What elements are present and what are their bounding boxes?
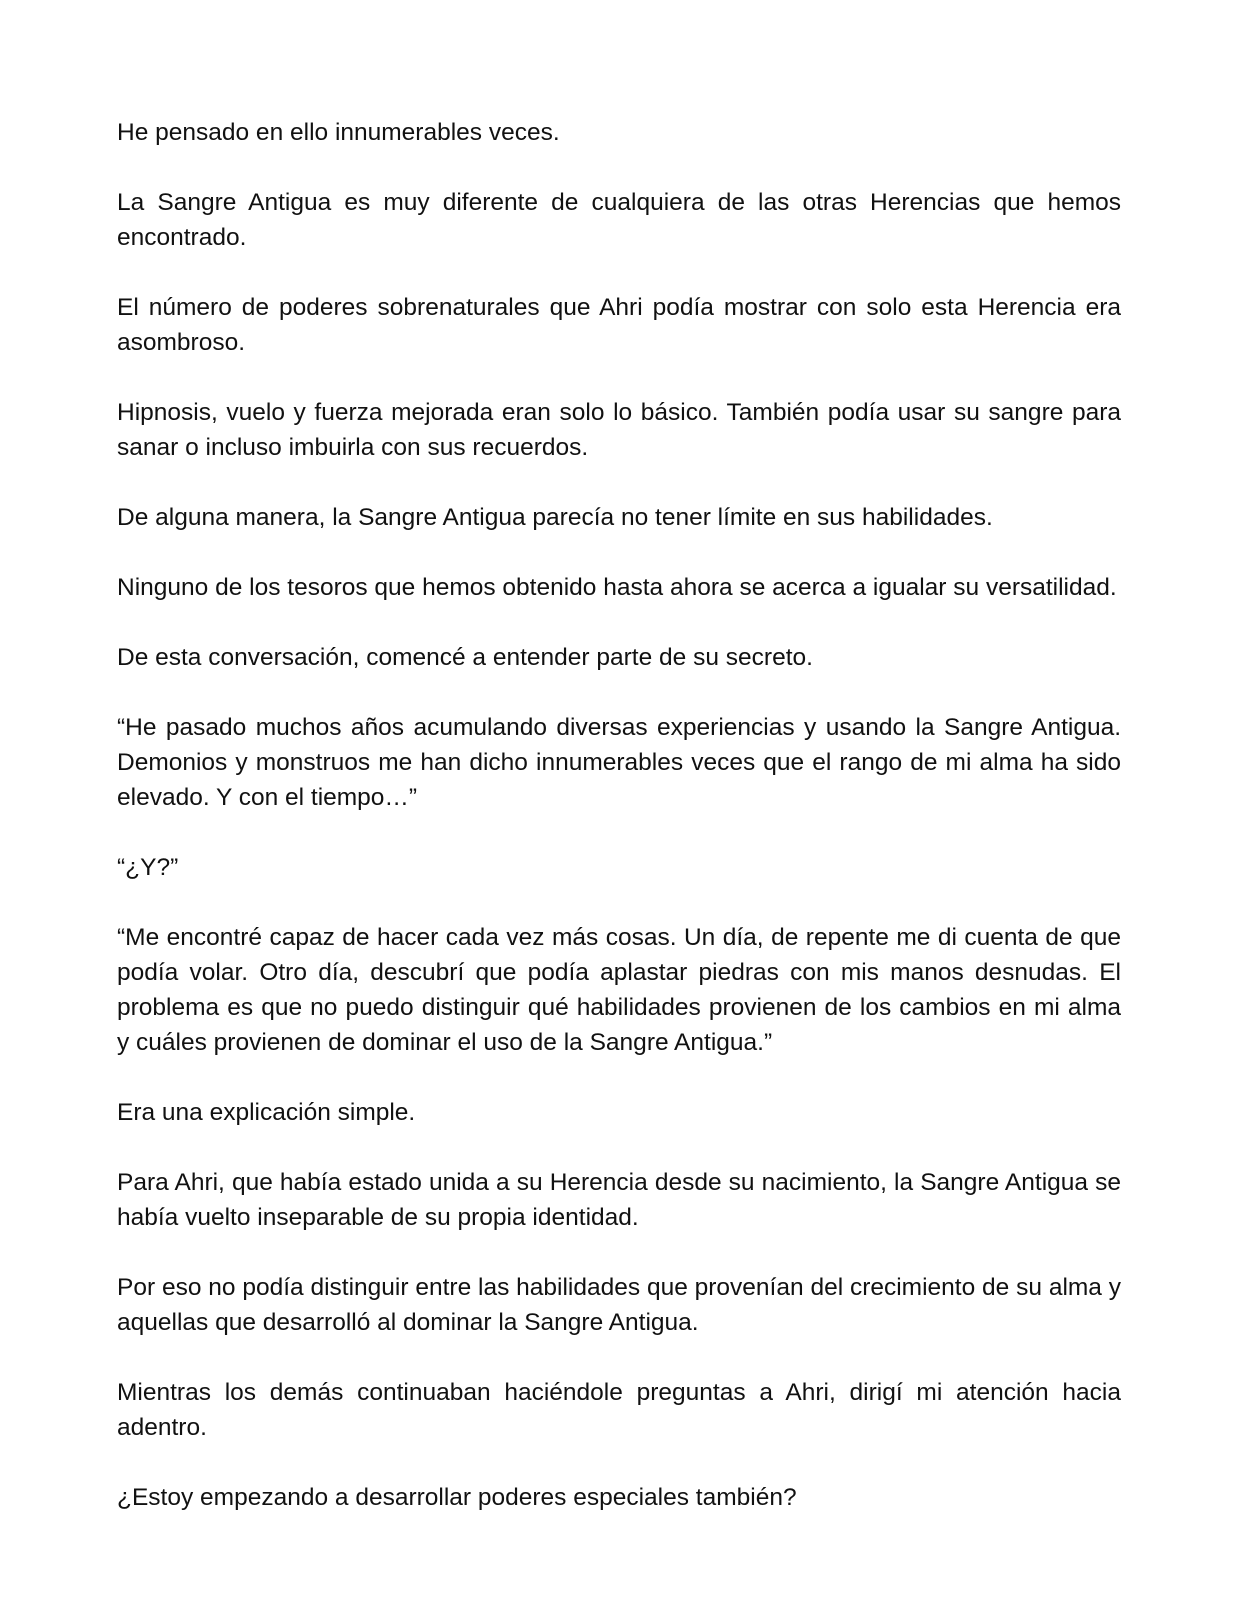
paragraph: ¿Estoy empezando a desarrollar poderes especiales también?	[117, 1484, 797, 1511]
paragraph: “Me encontré capaz de hacer cada vez más cosas. Un día, de repente me di cuenta de que podía volar. Otro día, descubrí que podía aplastar piedras con mis manos desnudas. El problema es que no puedo distinguir qué habilidades provienen de los cambios en mi alma y cuáles provienen de dominar el uso de la Sangre Antigua.”	[117, 924, 1121, 1056]
paragraph: De esta conversación, comencé a entender parte de su secreto.	[117, 644, 813, 671]
paragraph: Era una explicación simple.	[117, 1099, 416, 1126]
paragraph: “He pasado muchos años acumulando diversas experiencias y usando la Sangre Antigua. Demonios y monstruos me han dicho innumerables veces que el rango de mi alma ha sido elevado. Y con el tiempo…”	[117, 714, 1121, 811]
paragraph: He pensado en ello innumerables veces.	[117, 119, 560, 146]
paragraph: Ninguno de los tesoros que hemos obtenido hasta ahora se acerca a igualar su versatilidad.	[117, 574, 1117, 601]
paragraph: De alguna manera, la Sangre Antigua parecía no tener límite en sus habilidades.	[117, 504, 993, 531]
paragraph: La Sangre Antigua es muy diferente de cualquiera de las otras Herencias que hemos encontrado.	[117, 189, 1121, 251]
paragraph: El número de poderes sobrenaturales que Ahri podía mostrar con solo esta Herencia era asombroso.	[117, 294, 1121, 356]
document-body	[117, 115, 1121, 1515]
paragraph: Mientras los demás continuaban haciéndole preguntas a Ahri, dirigí mi atención hacia adentro.	[117, 1379, 1121, 1441]
paragraph: Hipnosis, vuelo y fuerza mejorada eran solo lo básico. También podía usar su sangre para sanar o incluso imbuirla con sus recuerdos.	[117, 399, 1121, 461]
paragraph: Para Ahri, que había estado unida a su Herencia desde su nacimiento, la Sangre Antigua se había vuelto inseparable de su propia identidad.	[117, 1169, 1121, 1231]
paragraph: “¿Y?”	[117, 854, 179, 881]
paragraph: Por eso no podía distinguir entre las habilidades que provenían del crecimiento de su alma y aquellas que desarrolló al dominar la Sangre Antigua.	[117, 1274, 1121, 1336]
